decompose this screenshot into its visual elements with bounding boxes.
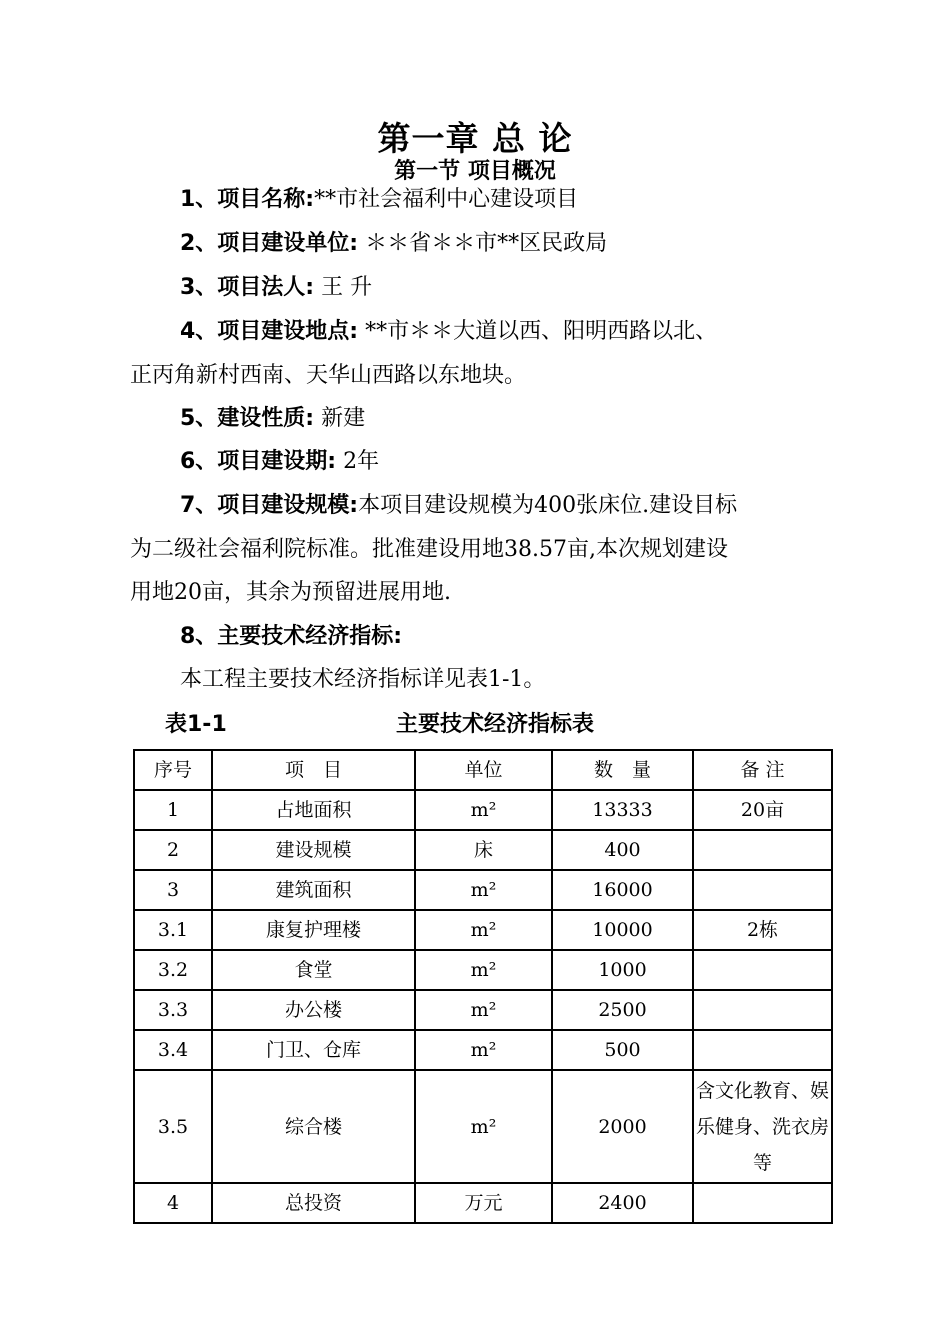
item-label: 5、建设性质: — [180, 406, 315, 431]
table-row — [134, 1183, 832, 1223]
item-label: 4、项目建设地点: — [180, 319, 359, 344]
table-cell: 16000 — [552, 870, 693, 910]
header-cell: 数 量 — [552, 750, 693, 790]
table-cell: 办公楼 — [212, 990, 415, 1030]
item-text: ＊＊省＊＊市**区民政局 — [358, 231, 608, 256]
table-cell: 3.5 — [134, 1070, 212, 1183]
item-1 — [180, 185, 578, 215]
table-cell: 3.1 — [134, 910, 212, 950]
item-label: 3、项目法人: — [180, 275, 315, 300]
table-cell — [693, 1030, 832, 1070]
table-row — [134, 1070, 832, 1183]
table-cell: 建筑面积 — [212, 870, 415, 910]
intro-line: 本工程主要技术经济指标详见表1-1。 — [180, 667, 546, 692]
table-row — [134, 830, 832, 870]
item-text: 2年 — [336, 449, 380, 474]
table-cell: 康复护理楼 — [212, 910, 415, 950]
table-cell: 2500 — [552, 990, 693, 1030]
item-7-continuation-1: 为二级社会福利院标准。批准建设用地38.57亩,本次规划建设 — [130, 537, 728, 562]
table-cell: m² — [415, 870, 552, 910]
table-cell: 2栋 — [693, 910, 832, 950]
item-text: 王 升 — [314, 275, 373, 300]
header-cell: 项 目 — [212, 750, 415, 790]
item-7 — [180, 491, 737, 521]
table-cell: 综合楼 — [212, 1070, 415, 1183]
table-cell: 20亩 — [693, 790, 832, 830]
table-row — [134, 870, 832, 910]
table-cell: 2400 — [552, 1183, 693, 1223]
table-cell: m² — [415, 950, 552, 990]
item-label: 2、项目建设单位: — [180, 231, 359, 256]
table-cell: m² — [415, 990, 552, 1030]
table-cell: m² — [415, 790, 552, 830]
item-label: 6、项目建设期: — [180, 449, 337, 474]
item-3 — [180, 273, 372, 303]
table-cell — [693, 950, 832, 990]
table-header-row — [134, 750, 832, 790]
item-text: **市＊＊大道以西、阳明西路以北、 — [358, 319, 718, 344]
item-2 — [180, 229, 607, 259]
table-cell: 建设规模 — [212, 830, 415, 870]
table-cell: 床 — [415, 830, 552, 870]
table-row — [134, 1030, 832, 1070]
table-cell: 2 — [134, 830, 212, 870]
table-cell: 1000 — [552, 950, 693, 990]
table-cell — [693, 830, 832, 870]
table-row — [134, 910, 832, 950]
item-text: **市社会福利中心建设项目 — [314, 187, 579, 212]
item-label: 1、项目名称: — [180, 187, 315, 212]
header-cell: 序号 — [134, 750, 212, 790]
table-cell: 1 — [134, 790, 212, 830]
item-text: 本项目建设规模为400张床位.建设目标 — [358, 493, 738, 518]
header-cell: 备 注 — [693, 750, 832, 790]
table-caption-title: 主要技术经济指标表 — [396, 712, 595, 737]
table-row — [134, 990, 832, 1030]
item-6 — [180, 447, 379, 477]
table-cell: m² — [415, 1070, 552, 1183]
table-cell — [693, 1183, 832, 1223]
table-cell: 总投资 — [212, 1183, 415, 1223]
table-cell: 3.2 — [134, 950, 212, 990]
item-5 — [180, 404, 365, 434]
table-row — [134, 790, 832, 830]
table-cell: m² — [415, 1030, 552, 1070]
table-cell: 13333 — [552, 790, 693, 830]
table-cell: 10000 — [552, 910, 693, 950]
item-4-continuation: 正丙角新村西南、天华山西路以东地块。 — [130, 363, 527, 388]
table-cell: 占地面积 — [212, 790, 415, 830]
table-cell: 3.4 — [134, 1030, 212, 1070]
table-cell — [693, 990, 832, 1030]
table-cell: 4 — [134, 1183, 212, 1223]
table-row — [134, 950, 832, 990]
chapter-title: 第一章 总 论 — [377, 119, 573, 158]
section-title: 第一节 项目概况 — [394, 158, 556, 184]
table-cell: 400 — [552, 830, 693, 870]
item-label: 7、项目建设规模: — [180, 493, 359, 518]
table-cell: 2000 — [552, 1070, 693, 1183]
table-cell: 门卫、仓库 — [212, 1030, 415, 1070]
table-cell — [693, 870, 832, 910]
item-label: 8、主要技术经济指标: — [180, 624, 403, 649]
table-cell: 3.3 — [134, 990, 212, 1030]
item-8 — [180, 622, 402, 652]
header-cell: 单位 — [415, 750, 552, 790]
table-cell: 食堂 — [212, 950, 415, 990]
table-caption-number: 表1-1 — [165, 712, 227, 737]
table-cell: m² — [415, 910, 552, 950]
item-7-continuation-2: 用地20亩，其余为预留进展用地. — [130, 580, 451, 605]
item-text: 新建 — [314, 406, 366, 431]
technical-indicators-table — [133, 749, 833, 1224]
table-cell: 万元 — [415, 1183, 552, 1223]
item-4 — [180, 317, 717, 347]
table-cell: 3 — [134, 870, 212, 910]
table-cell: 含文化教育、娱乐健身、洗衣房等 — [693, 1070, 832, 1183]
table-cell: 500 — [552, 1030, 693, 1070]
